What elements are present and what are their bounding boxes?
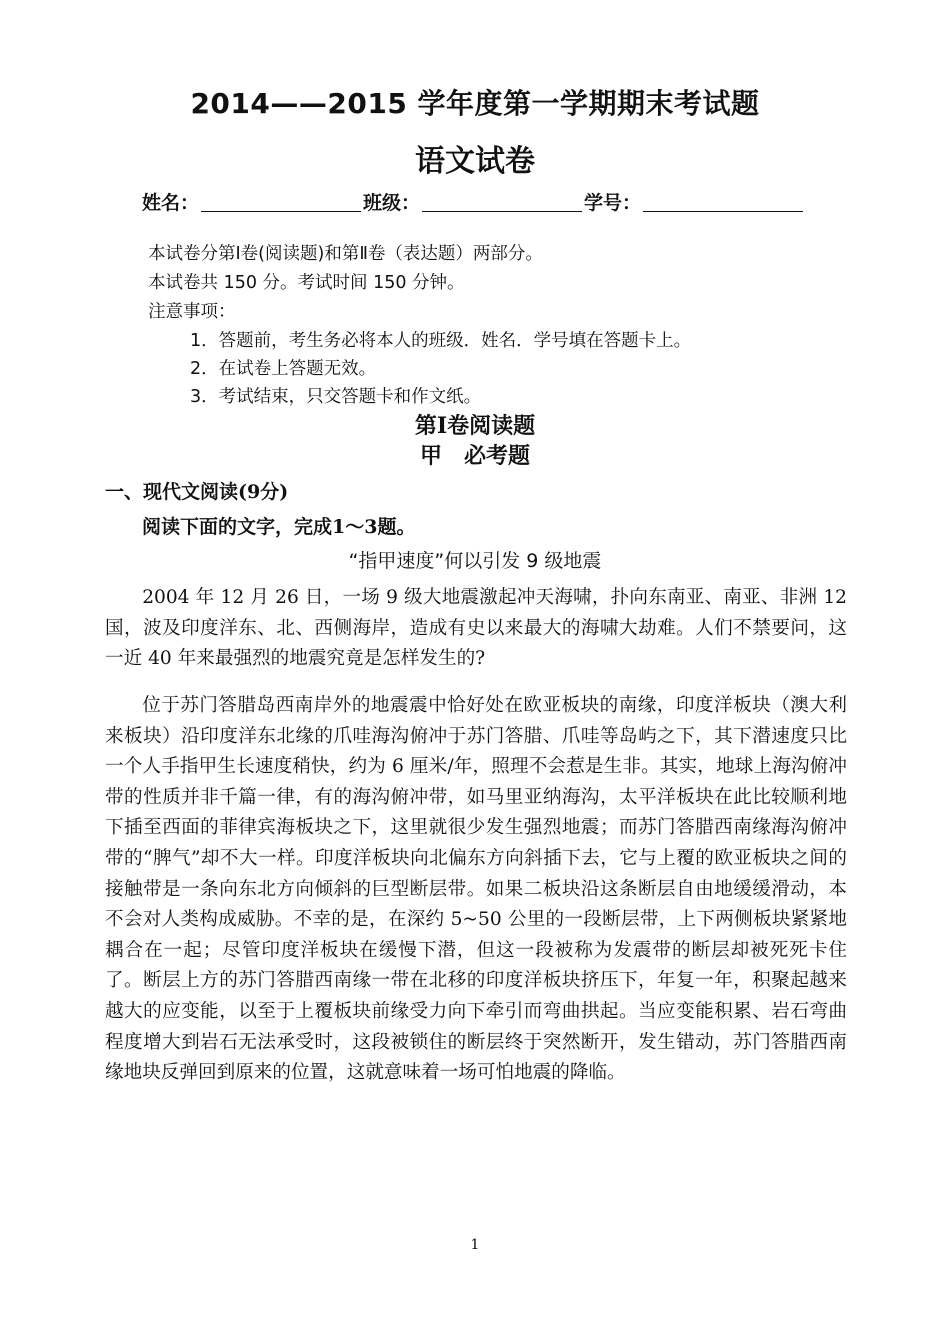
- class-blank[interactable]: [422, 189, 582, 212]
- instruction-line-1: 本试卷分第Ⅰ卷(阅读题)和第Ⅱ卷（表达题）两部分。: [148, 244, 543, 264]
- student-id-label: 学号：: [584, 192, 642, 214]
- student-id-blank[interactable]: [643, 189, 803, 212]
- name-label: 姓名：: [142, 192, 200, 214]
- class-label: 班级：: [363, 192, 421, 214]
- article-paragraph: 2004 年 12 月 26 日，一场 9 级大地震激起冲天海啸，扑向东南亚、南亚、非洲 12 国，波及印度洋东、北、西侧海岸，造成有史以来最大的海啸大劫难。人们不禁要问，这一近 40 年来最强烈的地震究竟是怎样发生的?: [105, 587, 847, 670]
- notice-item: 3．考试结束，只交答题卡和作文纸。: [190, 387, 482, 407]
- student-info-row: [142, 185, 805, 215]
- instruction-line-2: 本试卷共 150 分。考试时间 150 分钟。: [148, 273, 465, 293]
- exam-title: 2014——2015 学年度第一学期期末考试题: [190, 87, 760, 120]
- question-heading: 一、现代文阅读(9分): [105, 481, 289, 503]
- reading-instruction: 阅读下面的文字，完成1～3题。: [142, 516, 416, 538]
- exam-subtitle: 语文试卷: [415, 144, 535, 179]
- article-title: “指甲速度”何以引发 9 级地震: [348, 550, 602, 572]
- part-heading: 甲 必考题: [419, 443, 530, 469]
- notice-item: 2．在试卷上答题无效。: [190, 359, 377, 379]
- notice-label: 注意事项：: [148, 302, 236, 322]
- notice-item: 1．答题前，考生务必将本人的班级．姓名．学号填在答题卡上。: [190, 331, 692, 351]
- volume-heading: 第Ⅰ卷阅读题: [414, 413, 536, 439]
- name-blank[interactable]: [201, 189, 361, 212]
- article-paragraph: 位于苏门答腊岛西南岸外的地震震中恰好处在欧亚板块的南缘，印度洋板块（澳大利来板块）沿印度洋东北缘的爪哇海沟俯冲于苏门答腊、爪哇等岛屿之下，其下潜速度只比一个人手指甲生长速度稍快，约为 6 厘米/年，照理不会惹是生非。其实，地球上海沟俯冲带的性质并非千篇一律，有的海沟俯冲带，如马里亚纳海沟，太平洋板块在此比较顺利地下插至西面的菲律宾海板块之下，这里就很少发生强烈地震；而苏门答腊西南缘海沟俯冲带的“脾气”却不大一样。印度洋板块向北偏东方向斜插下去，它与上覆的欧亚板块之间的接触带是一条向东北方向倾斜的巨型断层带。如果二板块沿这条断层自由地缓缓滑动，本不会对人类构成威胁。不幸的是，在深约 5~50 公里的一段断层带，上下两侧板块紧紧地耦合在一起；尽管印度洋板块在缓慢下潜，但这一段被称为发震带的断层却被死死卡住了。断层上方的苏门答腊西南缘一带在北移的印度洋板块挤压下，年复一年，积聚起越来越大的应变能，以至于上覆板块前缘受力向下牵引而弯曲拱起。当应变能积累、岩石弯曲程度增大到岩石无法承受时，这段被锁住的断层终于突然断开，发生错动，苏门答腊西南缘地块反弹回到原来的位置，这就意味着一场可怕地震的降临。: [105, 695, 847, 1084]
- page-number: 1: [470, 1237, 480, 1253]
